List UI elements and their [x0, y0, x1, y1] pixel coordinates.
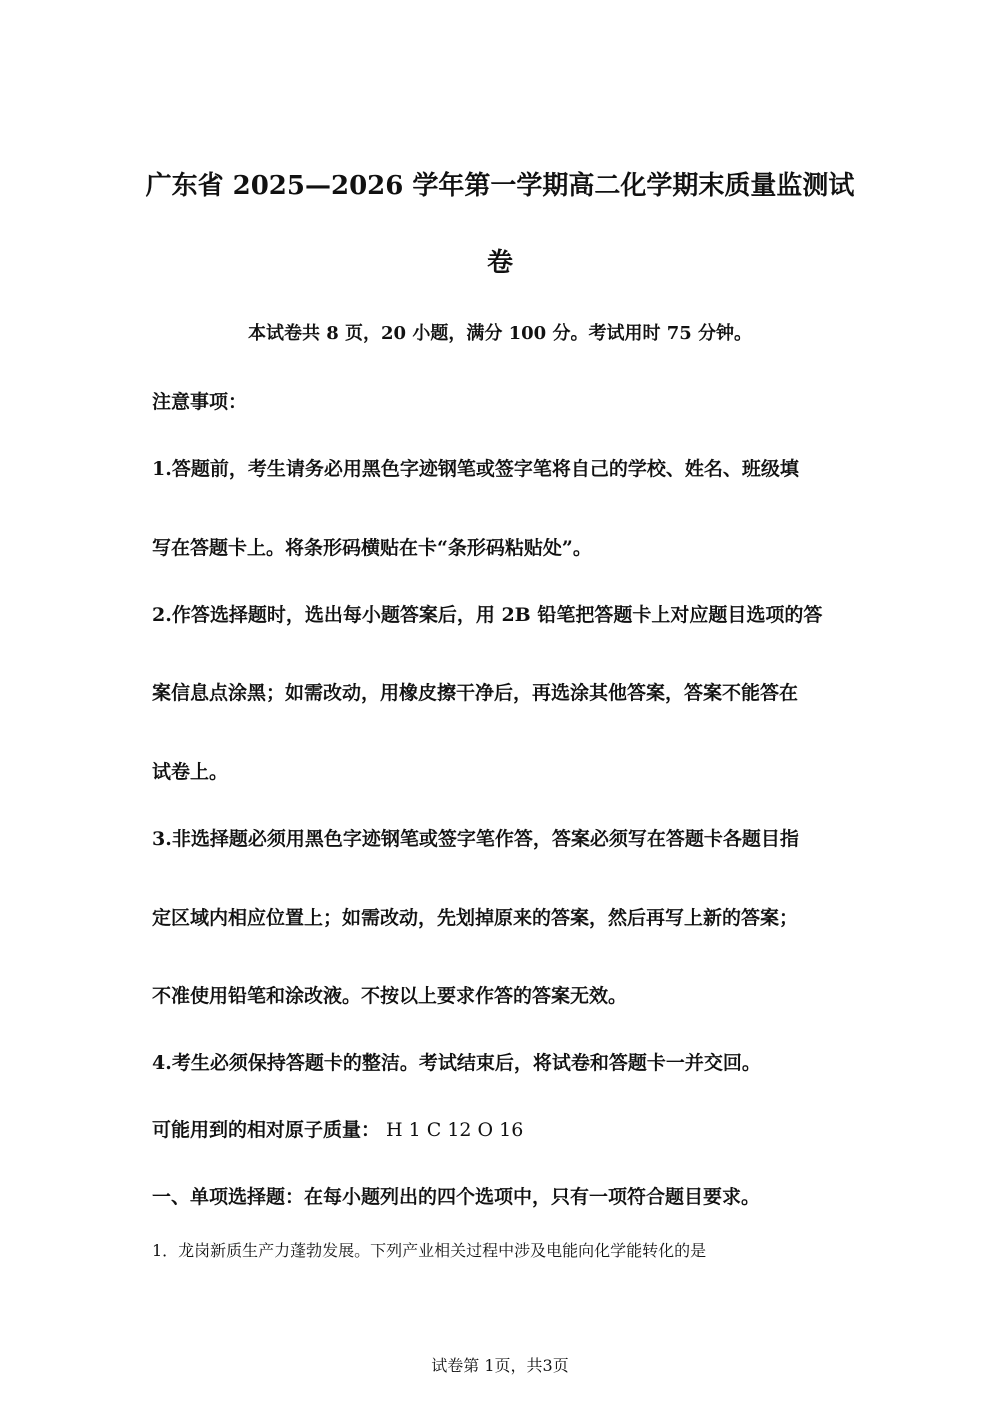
notice-3-line2: 定区域内相应位置上；如需改动，先划掉原来的答案，然后再写上新的答案；: [152, 907, 799, 929]
notice-heading: 注意事项：: [152, 391, 248, 413]
notice-1-line1: 1.答题前，考生请务必用黑色字迹钢笔或签字笔将自己的学校、姓名、班级填: [152, 458, 799, 480]
exam-subtitle: 本试卷共 8 页，20 小题，满分 100 分。考试用时 75 分钟。: [247, 323, 753, 344]
notice-3-line1: 3.非选择题必须用黑色字迹钢笔或签字笔作答，答案必须写在答题卡各题目指: [152, 828, 799, 850]
question-1-text: 1．龙岗新质生产力蓬勃发展。下列产业相关过程中涉及电能向化学能转化的是: [152, 1241, 707, 1260]
atomic-mass-values: H 1 C 12 O 16: [386, 1119, 524, 1141]
notice-2-line1: 2.作答选择题时，选出每小题答案后，用 2B 铅笔把答题卡上对应题目选项的答: [152, 604, 823, 626]
notice-2-line2: 案信息点涂黑；如需改动，用橡皮擦干净后，再选涂其他答案，答案不能答在: [152, 682, 799, 704]
section-1-heading: 一、单项选择题：在每小题列出的四个选项中，只有一项符合题目要求。: [152, 1186, 761, 1208]
exam-title-line2: 卷: [486, 248, 513, 278]
atomic-mass-line: [152, 1118, 872, 1142]
atomic-mass-label: 可能用到的相对原子质量：: [152, 1119, 381, 1141]
notice-2-line3: 试卷上。: [152, 761, 229, 783]
notice-3-line3: 不准使用铅笔和涂改液。不按以上要求作答的答案无效。: [152, 985, 628, 1007]
exam-title-line1: 广东省 2025—2026 学年第一学期高二化学期末质量监测试: [145, 171, 855, 201]
notice-1-line2: 写在答题卡上。将条形码横贴在卡“条形码粘贴处”。: [152, 537, 592, 559]
notice-4-line1: 4.考生必须保持答题卡的整洁。考试结束后，将试卷和答题卡一并交回。: [152, 1052, 761, 1074]
page-footer: 试卷第 1页，共3页: [431, 1356, 569, 1375]
